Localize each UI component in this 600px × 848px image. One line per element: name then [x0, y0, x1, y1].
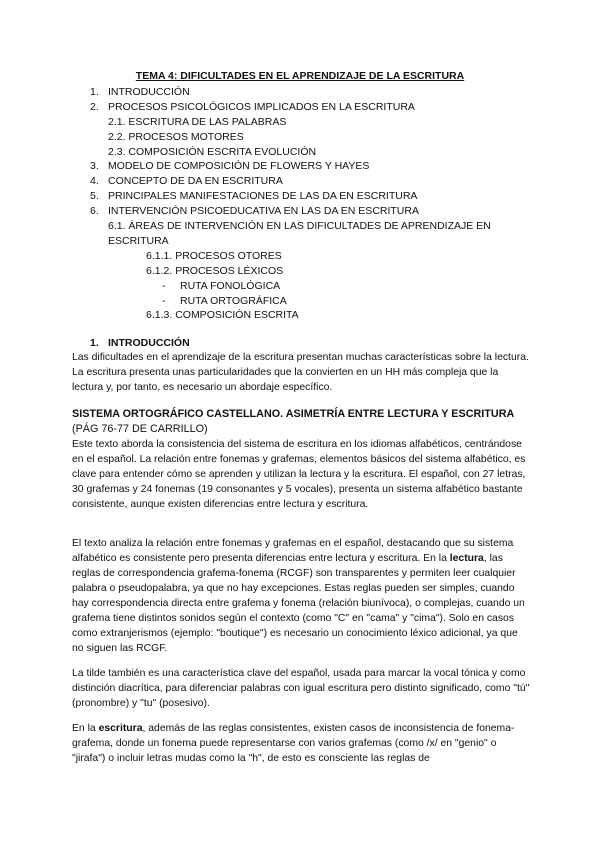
- toc-bullet-item: - RUTA ORTOGRÁFICA: [162, 294, 287, 307]
- toc-number: 5.: [90, 190, 99, 203]
- toc-bullet-item: - RUTA FONOLÓGICA: [162, 279, 281, 292]
- page-reference: (PÁG 76-77 DE CARRILLO): [72, 423, 208, 435]
- toc-number: 4.: [90, 175, 99, 188]
- paragraph-tilde: La tilde también es una característica clave del español, usada para marcar la vocal tónica y como distinción diacrítica, para diferenciar palabras con igual escritura pero distinto significado, como "tú" (pronombre) y "tu" (posesivo).: [72, 668, 530, 709]
- toc-subitem: 2.2. PROCESOS MOTORES: [108, 130, 244, 143]
- intro-paragraph: Las dificultades en el aprendizaje de la escritura presentan muchas características sobre la lectura. La escritura presenta unas particularidades que la convierten en un HH más compleja que la lectura y, por tanto, es necesario un abordaje específico.: [72, 352, 529, 393]
- dash-bullet: -: [162, 279, 166, 292]
- toc-number: 2.: [90, 100, 99, 113]
- toc-number: 6.: [90, 205, 99, 218]
- table-of-contents: [0, 85, 600, 323]
- intro-heading: 1. INTRODUCCIÓN: [90, 337, 190, 349]
- toc-text: INTRODUCCIÓN: [108, 86, 190, 98]
- toc-subsubitem: 6.1.1. PROCESOS OTORES: [146, 249, 282, 262]
- section-heading: SISTEMA ORTOGRÁFICO CASTELLANO. ASIMETRÍA ENTRE LECTURA Y ESCRITURA (PÁG 76-77 DE CARRILLO): [72, 408, 514, 435]
- toc-subitem: 2.1. ESCRITURA DE LAS PALABRAS: [108, 115, 287, 128]
- toc-subsubitem: 6.1.3. COMPOSICIÓN ESCRITA: [146, 309, 299, 322]
- toc-item: [0, 189, 600, 204]
- dash-bullet: -: [162, 294, 166, 307]
- toc-text: CONCEPTO DE DA EN ESCRITURA: [108, 175, 283, 188]
- toc-item: [0, 85, 600, 100]
- toc-text: PRINCIPALES MANIFESTACIONES DE LAS DA EN ESCRITURA: [108, 190, 418, 203]
- toc-text: INTERVENCIÓN PSICOEDUCATIVA EN LAS DA EN ESCRITURA: [108, 205, 419, 218]
- toc-subitem: 6.1. ÁREAS DE INTERVENCIÓN EN LAS DIFICULTADES DE APRENDIZAJE EN ESCRITURA: [108, 220, 491, 247]
- paragraph-consistency: Este texto aborda la consistencia del sistema de escritura en los idiomas alfabéticos, centrándose en el español. La relación entre fonemas y grafemas, elementos básicos del sistema alfabético, es clave para entender cómo se aprenden y utilizan la lectura y la escritura. El español, con 27 letras, 30 grafemas y 24 fonemas (19 consonantes y 5 vocales), presenta un sistema alfabético bastante consistente, aunque existen diferencias entre lectura y escritura.: [72, 439, 526, 510]
- toc-text: MODELO DE COMPOSICIÓN DE FLOWERS Y HAYES: [108, 160, 370, 173]
- toc-subsubitem: 6.1.2. PROCESOS LÉXICOS: [146, 264, 284, 277]
- paragraph-reading: El texto analiza la relación entre fonemas y grafemas en el español, destacando que su sistema alfabético es consistente pero presenta diferencias entre lectura y escritura. En la lectura, las reglas de correspondencia grafema-fonema (RCGF) son transparentes y permiten leer cualquier palabra o pseudopalabra, ya que no hay excepciones. Estas reglas pueden ser simples, cuando hay correspondencia directa entre grafema y fonema (relación biunívoca), o complejas, cuando un grafema tiene distintos sonidos según el contexto (como "C" en "cama" y "cima"). Solo en casos como extranjerismos (ejemplo: "boutique") es necesario un conocimiento léxico adicional, ya que no siguen las RCGF.: [72, 538, 525, 654]
- toc-item: [0, 174, 600, 189]
- toc-item: [0, 159, 600, 174]
- toc-number: 1.: [90, 86, 99, 98]
- document-title: TEMA 4: DIFICULTADES EN EL APRENDIZAJE DE LA ESCRITURA: [135, 70, 465, 82]
- paragraph-writing: En la escritura, además de las reglas consistentes, existen casos de inconsistencia de fonema-grafema, donde un fonema puede representarse con varios grafemas (como /x/ en "genio" o "jirafa") o incluir letras mudas como la "h", de esto es consciente las reglas de: [72, 723, 515, 764]
- toc-text: PROCESOS PSICOLÓGICOS IMPLICADOS EN LA ESCRITURA: [108, 100, 415, 113]
- toc-item: [0, 204, 600, 219]
- toc-item: [0, 100, 600, 115]
- toc-number: 3.: [90, 160, 99, 173]
- toc-subitem: 2.3. COMPOSICIÓN ESCRITA EVOLUCIÓN: [108, 145, 317, 158]
